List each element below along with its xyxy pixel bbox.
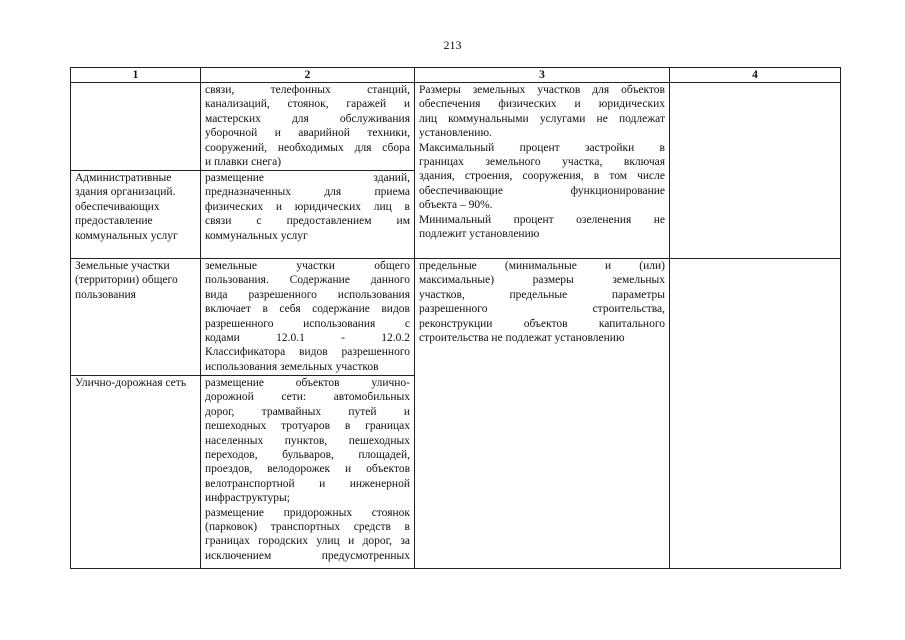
- text-line: обеспечивающие функционирование: [419, 184, 665, 197]
- text-line: инфраструктуры;: [205, 492, 290, 505]
- page-number: 213: [443, 38, 462, 52]
- column-header-2: 2: [201, 68, 415, 83]
- text-line: разрешенного использования с: [205, 317, 410, 330]
- row-1-col-4: [670, 83, 841, 259]
- row-4-col-1: Улично-дорожная сеть: [71, 376, 201, 569]
- text-line: телефонных: [270, 84, 331, 96]
- text-line: объекта – 90%.: [419, 199, 493, 212]
- row-2-col-1: Административные здания организаций. обеспечивающих предоставление коммунальных услуг: [71, 171, 201, 259]
- text-line: размещение придорожных стоянок: [205, 506, 410, 519]
- text-line: проездов, велодорожек и объектов: [205, 463, 410, 476]
- row-3-col-4: [670, 259, 841, 569]
- row-4-col-2: [201, 376, 415, 569]
- row-2-col-2: [201, 171, 415, 259]
- text-line: канализаций, стоянок, гаражей и: [205, 98, 410, 111]
- text-line: связи с предоставлением им: [205, 215, 410, 228]
- text-line: максимальные) размеры земельных: [419, 274, 665, 287]
- text-line: переходов, бульваров, площадей,: [205, 449, 410, 462]
- row-1-col-2: [201, 83, 415, 171]
- text-line: Минимальный процент озеленения не: [419, 213, 665, 226]
- text-line: кодами 12.0.1 - 12.0.2: [205, 332, 410, 345]
- text-line: связи,: [205, 84, 235, 96]
- table-row: [71, 83, 841, 171]
- text-line: и плавки снега): [205, 156, 282, 169]
- text-line: уборочной и аварийной техники,: [205, 127, 410, 140]
- text-line: строительства не подлежат установлению: [419, 332, 625, 345]
- row-3-col-1: Земельные участки (территории) общего пользования: [71, 259, 201, 376]
- row-3-col-2: [201, 259, 415, 376]
- table-row: [71, 259, 841, 376]
- text-line: коммунальных услуг: [205, 229, 308, 242]
- text-line: мастерских для обслуживания: [205, 112, 410, 125]
- text-line: Классификатора видов разрешенного: [205, 346, 410, 359]
- text-line: дорожной сети: автомобильных: [205, 391, 410, 404]
- text-line: населенных пунктов, пешеходных: [205, 434, 410, 447]
- row-3-col-3: [415, 259, 670, 569]
- table-header-row: [71, 68, 841, 83]
- text-line: сооружений, необходимых для сбора: [205, 141, 410, 154]
- text-line: пользования. Содержание данного: [205, 274, 410, 287]
- land-use-table: [70, 67, 841, 569]
- text-line: предназначенных для приема: [205, 186, 410, 199]
- text-line: земельные участки общего: [205, 260, 410, 272]
- column-header-3: 3: [415, 68, 670, 83]
- text-line: использования земельных участков: [205, 360, 379, 373]
- text-line: границах земельного участка, включая: [419, 156, 665, 169]
- text-line: лиц коммунальными услугами не подлежат: [419, 112, 665, 125]
- text-line: размещение зданий,: [205, 172, 410, 184]
- text-line: станций,: [367, 84, 411, 96]
- column-header-1: 1: [71, 68, 201, 83]
- text-line: исключением предусмотренных: [205, 549, 410, 562]
- text-line: включает в себя содержание видов: [205, 303, 410, 316]
- text-line: дорог, трамвайных путей и: [205, 405, 410, 418]
- text-line: границах городских улиц и дорог, за: [205, 535, 410, 548]
- text-line: Максимальный процент застройки в: [419, 141, 665, 154]
- text-line: (парковок) транспортных средств в: [205, 521, 410, 534]
- shared-requirements-cell: [415, 83, 670, 259]
- text-line: предельные (минимальные и (или): [419, 260, 665, 272]
- text-line: размещение объектов улично-: [205, 377, 410, 389]
- column-header-4: 4: [670, 68, 841, 83]
- text-line: Размеры земельных участков для объектов: [419, 84, 665, 96]
- text-line: велотранспортной и инженерной: [205, 477, 410, 490]
- text-line: пешеходных тротуаров в границах: [205, 420, 410, 433]
- text-line: установлению.: [419, 127, 492, 140]
- row-1-col-1: [71, 83, 201, 171]
- text-line: реконструкции объектов капитального: [419, 317, 665, 330]
- text-line: подлежит установлению: [419, 228, 540, 241]
- text-line: здания, строения, сооружения, в том числе: [419, 170, 665, 183]
- text-line: обеспечения физических и юридических: [419, 98, 665, 111]
- text-line: вида разрешенного использования: [205, 288, 410, 301]
- text-line: участков, предельные параметры: [419, 288, 665, 301]
- text-line: разрешенного строительства,: [419, 303, 665, 316]
- text-line: физических и юридических лиц в: [205, 200, 410, 213]
